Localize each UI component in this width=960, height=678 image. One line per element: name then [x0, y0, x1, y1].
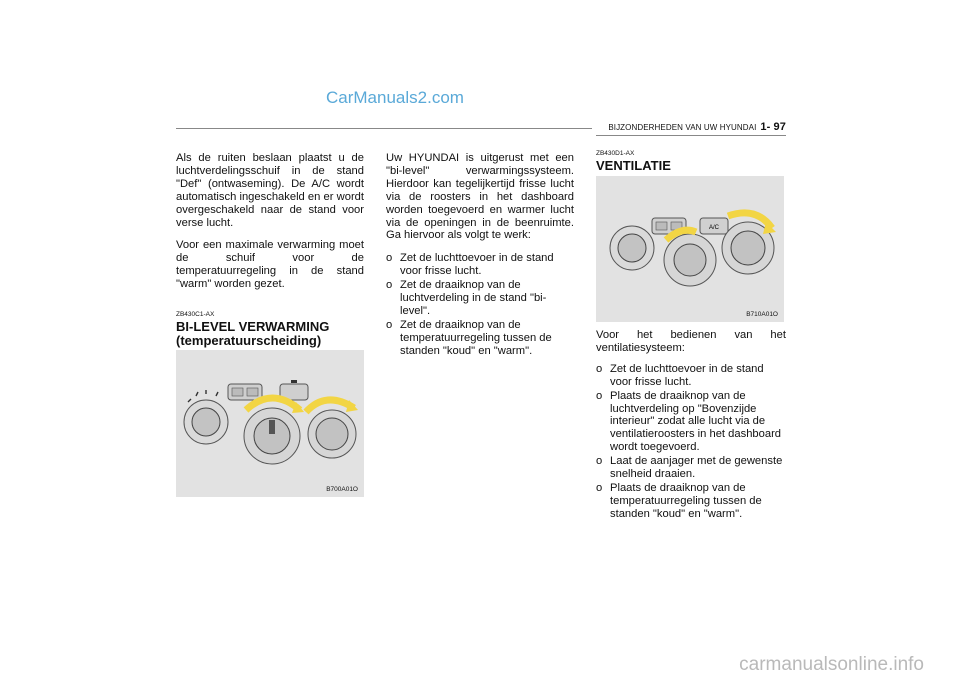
figure-label: B710A01O [746, 311, 778, 318]
list-item [596, 390, 786, 455]
bullet-text: Zet de luchttoevoer in de stand voor frisse lucht. [610, 362, 764, 388]
figure-bilevel [176, 350, 364, 497]
col1-paragraph-2: Voor een maximale verwarming moet de schuif voor de temperatuurregeling in de stand "warm" worden gezet. [176, 239, 364, 291]
list-item [596, 363, 786, 389]
bullet-text: Zet de draaiknop van de luchtverdeling in de stand "bi-level". [400, 279, 547, 317]
ac-label: A/C [708, 225, 720, 231]
column-2 [386, 152, 574, 359]
section-heading: BI-LEVEL VERWARMING [176, 319, 330, 334]
header-rule [176, 128, 592, 129]
list-item [596, 482, 786, 521]
bullet-marker: o [386, 252, 393, 265]
header-rule-right [596, 135, 786, 136]
list-item [386, 252, 574, 278]
list-item [596, 455, 786, 481]
bullet-marker: o [386, 279, 393, 292]
list-item [386, 319, 574, 358]
col1-paragraph-1: Als de ruiten beslaan plaatst u de luchtverdelingsschuif in de stand "Def" (ontwaseming). De A/C wordt automatisch ingeschakeld en er wordt overgeschakeld naar de stand voor verse lucht. [176, 152, 364, 229]
section-code: ZB430D1-AX [596, 150, 635, 157]
section-ventilatie [596, 150, 786, 173]
page-header [596, 121, 786, 133]
section-code: ZB430C1-AX [176, 311, 215, 318]
watermark-top[interactable]: CarManuals2.com [326, 88, 464, 107]
bullet-text: Zet de luchttoevoer in de stand voor frisse lucht. [400, 252, 554, 278]
section-subheading: (temperatuurscheiding) [176, 333, 322, 348]
col3-bullet-list [596, 363, 786, 521]
col2-paragraph-1: Uw HYUNDAI is uitgerust met een "bi-level" verwarmingssysteem. Hierdoor kan tegelijkertijd frisse lucht via de roosters in het dashboard worden toegevoerd en warmer lucht via de openingen in de beenruimte. Ga hiervoor als volgt te werk: [386, 152, 574, 242]
figure-ventilatie [596, 176, 784, 322]
bullet-text: Plaats de draaiknop van de temperatuurregeling tussen de standen "koud" en "warm". [610, 481, 762, 520]
page-number: 1- 97 [760, 121, 786, 133]
bullet-marker: o [596, 481, 603, 494]
climate-panel-illustration [176, 350, 364, 497]
section-bilevel [176, 311, 366, 348]
column-3 [596, 329, 786, 522]
bullet-text: Plaats de draaiknop van de luchtverdeling op "Bovenzijde interieur" zodat alle lucht via de ventilatieroosters in het dashboard wordt toegevoerd. [610, 389, 782, 454]
bullet-marker: o [596, 455, 603, 468]
climate-panel-illustration [596, 176, 784, 322]
column-1 [176, 152, 364, 301]
list-item [386, 279, 574, 318]
bullet-marker: o [596, 389, 603, 402]
col2-bullet-list [386, 252, 574, 357]
bullet-text: Laat de aanjager met de gewenste snelheid draaien. [610, 455, 783, 481]
bullet-text: Zet de draaiknop van de temperatuurregeling tussen de standen "koud" en "warm". [400, 318, 552, 357]
col3-intro: Voor het bedienen van het ventilatiesysteem: [596, 329, 786, 354]
bullet-marker: o [596, 362, 603, 375]
section-heading: VENTILATIE [596, 158, 671, 173]
watermark-footer[interactable]: carmanualsonline.info [739, 654, 924, 675]
bullet-marker: o [386, 318, 393, 331]
header-title: BIJZONDERHEDEN VAN UW HYUNDAI [608, 123, 757, 132]
figure-label: B700A01O [326, 486, 358, 493]
